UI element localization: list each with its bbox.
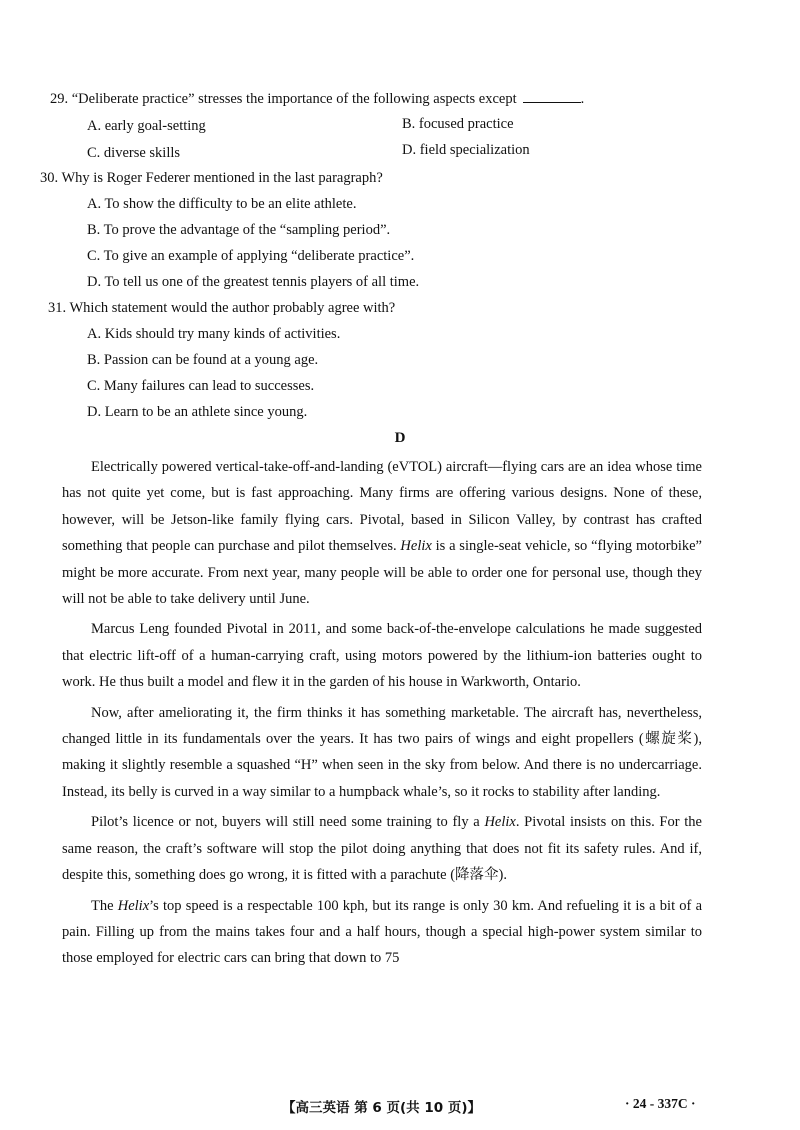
paper-code: · 24 - 337C · xyxy=(625,1096,696,1111)
answer-blank xyxy=(523,90,581,103)
page-number-label: 【高三英语 第 6 页(共 10 页)】 xyxy=(282,1100,482,1116)
paragraph-1-text: Electrically powered vertical-take-off-and-landing (eVTOL) aircraft—flying cars are an idea whose time has not quite yet come, but is fast approaching. Many firms are offering various designs. None of these, however, will be Jetson-like family flying cars. Pivotal, based in Silicon Valley, by contrast has crafted something that people can purchase and pilot themselves. xyxy=(62,459,702,555)
helix-name: Helix xyxy=(400,538,432,555)
q31-option-b: B. Passion can be found at a young age. xyxy=(87,352,319,368)
q31-option-c: C. Many failures can lead to successes. xyxy=(87,378,315,394)
paragraph-2: Marcus Leng founded Pivotal in 2011, and some back-of-the-envelope calculations he made suggested that electric lift-off of a human-carrying craft, using motors powered by the lithium-ion batteries ought to work. He thus built a model and flew it in the garden of his house in Warkworth, Ontario. xyxy=(62,621,702,691)
q30-option-b: B. To prove the advantage of the “sampling period”. xyxy=(87,222,391,238)
paragraph-5-text-cont: ’s top speed is a respectable 100 kph, but its range is only 30 km. And refueling it is a bit of a pain. Filling up from the mains takes four and a half hours, though a special high-power system similar to those employed for electric cars can bring that down to 75 xyxy=(62,897,703,967)
question-31-stem: 31. Which statement would the author probably agree with? xyxy=(48,300,396,316)
paragraph-4-text: Pilot’s licence or not, buyers will still need some training to fly a xyxy=(91,814,480,831)
q29-option-b: B. focused practice xyxy=(402,116,514,132)
q29-option-d: D. field specialization xyxy=(402,142,530,158)
passage-d xyxy=(62,454,702,972)
paragraph-4 xyxy=(62,809,702,888)
q31-option-a: A. Kids should try many kinds of activities. xyxy=(87,326,341,342)
paragraph-1 xyxy=(62,454,702,612)
question-29 xyxy=(50,90,750,108)
paragraph-3: Now, after ameliorating it, the firm thinks it has something marketable. The aircraft has, nevertheless, changed little in its fundamentals over the years. It has two pairs of wings and eight propellers (螺旋桨), making it slightly resemble a squashed “H” when seen in the sky from below. And there is no undercarriage. Instead, its belly is curved in a way similar to a humpback whale’s, so it rocks to stability after landing. xyxy=(62,704,702,800)
helix-name: Helix xyxy=(484,814,516,831)
q31-option-d: D. Learn to be an athlete since young. xyxy=(87,404,308,420)
paragraph-1-text-cont: is a single-seat vehicle, so “flying motorbike” might be more accurate. From next year, many people will be able to order one for personal use, though they will not be able to take delivery until June. xyxy=(62,538,702,608)
question-29-stem: 29. “Deliberate practice” stresses the importance of the following aspects except xyxy=(50,91,517,107)
paragraph-5-text: The xyxy=(91,897,114,914)
q30-option-c: C. To give an example of applying “deliberate practice”. xyxy=(87,248,415,264)
question-30-stem: 30. Why is Roger Federer mentioned in the last paragraph? xyxy=(40,170,383,186)
question-29-stem-end: . xyxy=(580,91,585,107)
paragraph-4-text-cont: . Pivotal insists on this. For the same reason, the craft’s software will stop the pilot doing anything that does not fit its safety rules. And if, despite this, something does go wrong, it is fitted with a parachute (降落伞). xyxy=(62,814,702,884)
paragraph-5 xyxy=(62,893,702,972)
helix-name: Helix xyxy=(117,897,150,914)
section-heading: D xyxy=(394,430,406,446)
q30-option-a: A. To show the difficulty to be an elite athlete. xyxy=(87,196,357,212)
q29-option-c: C. diverse skills xyxy=(87,145,181,161)
q30-option-d: D. To tell us one of the greatest tennis players of all time. xyxy=(87,274,420,290)
q29-option-a: A. early goal-setting xyxy=(87,118,206,134)
